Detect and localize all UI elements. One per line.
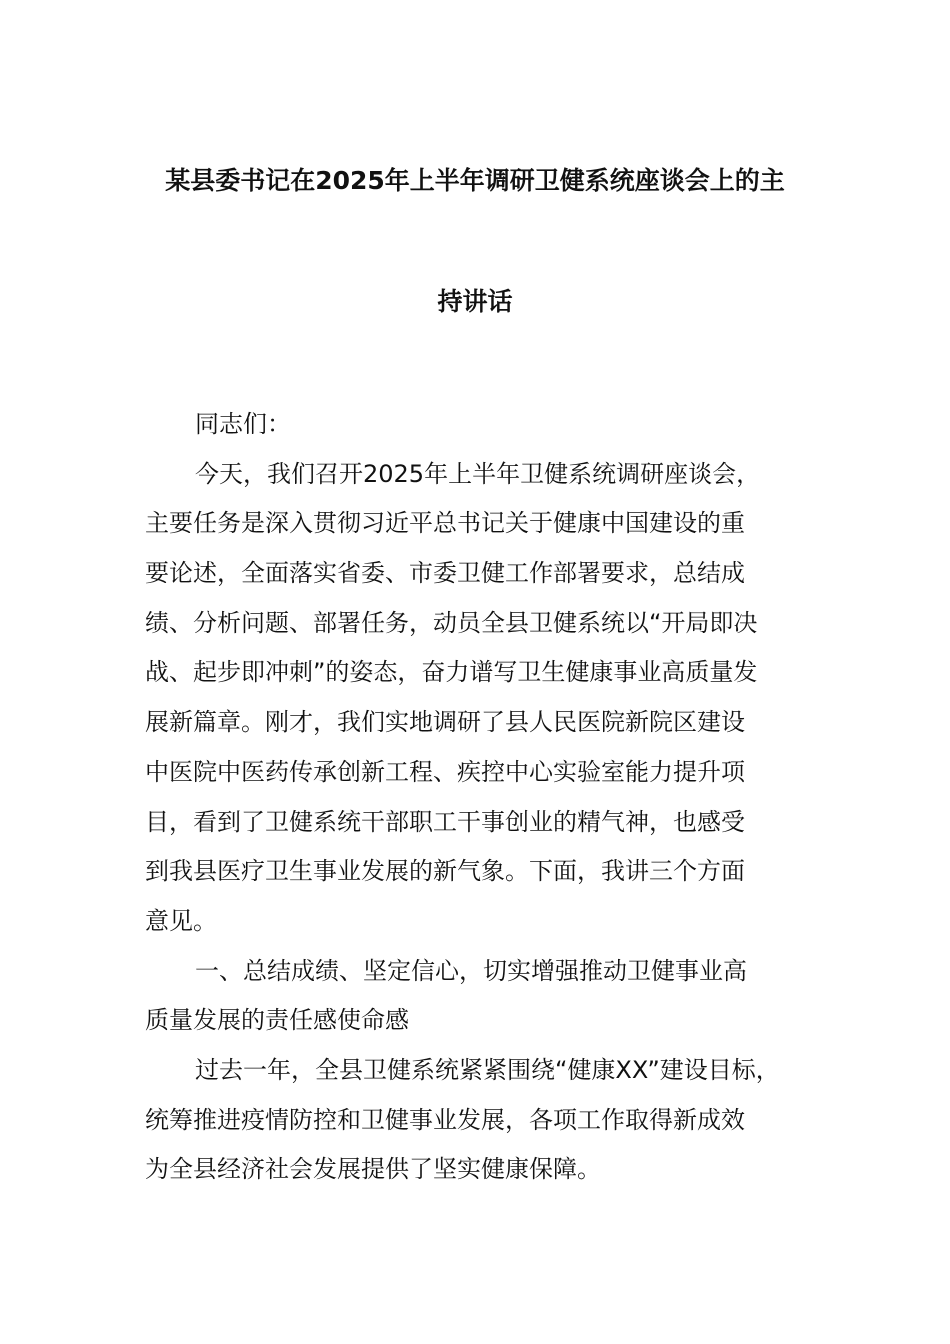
paragraph-line: 统筹推进疫情防控和卫健事业发展，各项工作取得新成效 <box>145 1105 745 1134</box>
paragraph-line: 要论述，全面落实省委、市委卫健工作部署要求，总结成 <box>145 559 745 588</box>
paragraph-line: 意见。 <box>145 906 217 935</box>
paragraph-line: 过去一年，全县卫健系统紧紧围绕“健康XX”建设目标， <box>195 1055 780 1084</box>
paragraph-line: 主要任务是深入贯彻习近平总书记关于健康中国建设的重 <box>145 509 745 538</box>
paragraph-line: 今天，我们召开2025年上半年卫健系统调研座谈会， <box>195 459 761 488</box>
paragraph-line: 展新篇章。刚才，我们实地调研了县人民医院新院区建设 <box>145 708 745 737</box>
salutation: 同志们： <box>195 410 291 438</box>
paragraph-line: 中医院中医药传承创新工程、疾控中心实验室能力提升项 <box>145 757 745 786</box>
paragraph-line: 战、起步即冲刺”的姿态，奋力谱写卫生健康事业高质量发 <box>145 658 758 687</box>
document-title-line-2: 持讲话 <box>437 287 513 316</box>
paragraph-line: 目，看到了卫健系统干部职工干事创业的精气神，也感受 <box>145 807 745 836</box>
paragraph-line: 到我县医疗卫生事业发展的新气象。下面，我讲三个方面 <box>145 857 745 886</box>
paragraph-line: 绩、分析问题、部署任务，动员全县卫健系统以“开局即决 <box>145 608 758 637</box>
paragraph-line: 为全县经济社会发展提供了坚实健康保障。 <box>145 1155 601 1184</box>
section-heading-line: 一、总结成绩、坚定信心，切实增强推动卫健事业高 <box>195 956 747 985</box>
document-body <box>145 400 835 1195</box>
document-title-line-1: 某县委书记在2025年上半年调研卫健系统座谈会上的主 <box>165 166 785 195</box>
section-heading-line: 质量发展的责任感使命感 <box>145 1006 409 1035</box>
